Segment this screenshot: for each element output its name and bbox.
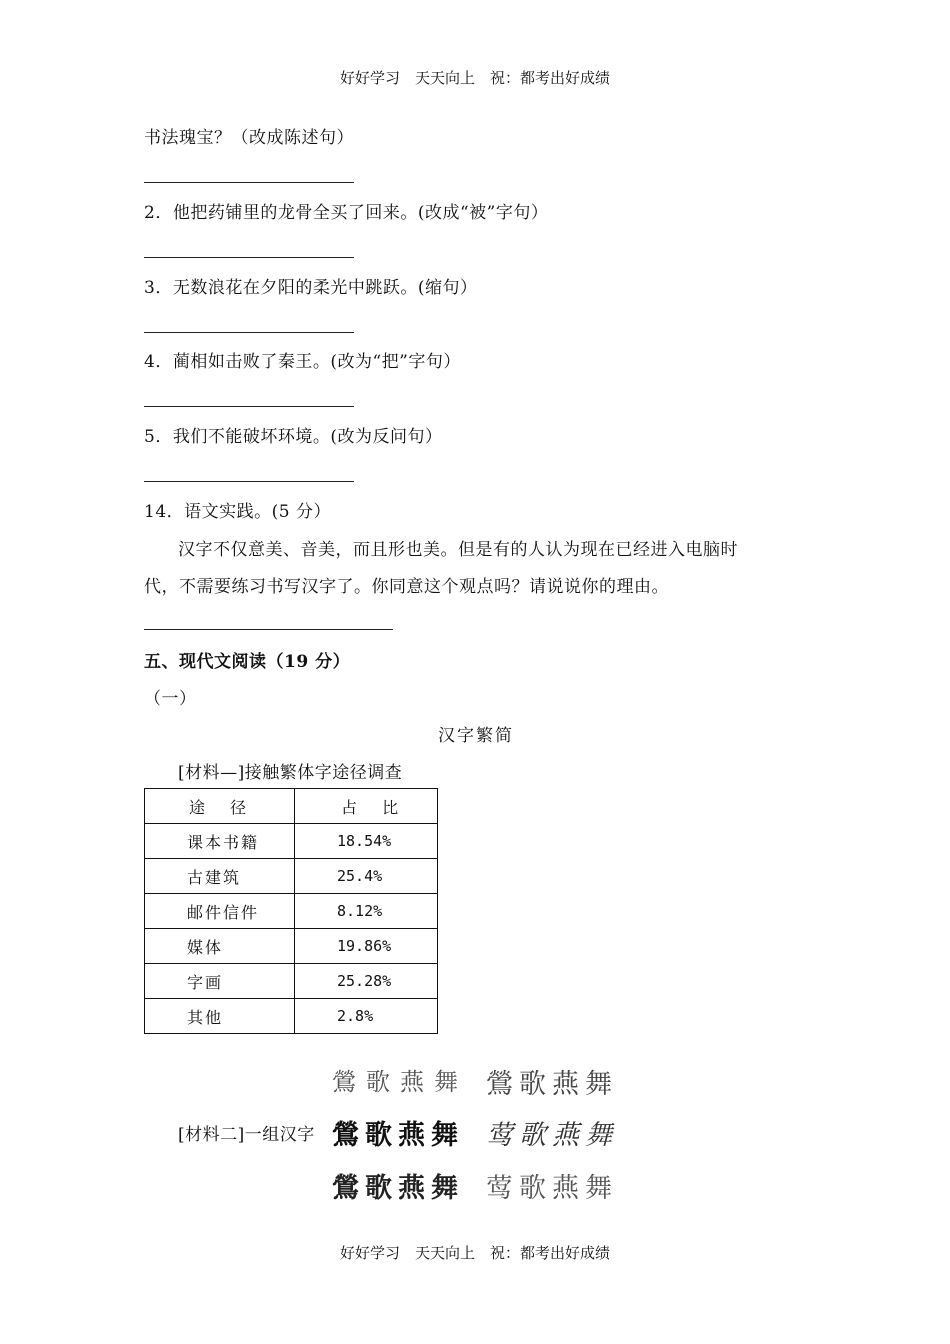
question-2: 2．他把药铺里的龙骨全买了回来。(改成“被”字句） xyxy=(144,203,549,223)
table-cell-route: 邮件信件 xyxy=(145,894,295,929)
table-cell-ratio: 25.4% xyxy=(295,859,438,894)
table-cell-route: 媒体 xyxy=(145,929,295,964)
table-cell-route: 字画 xyxy=(145,964,295,999)
question-5: 5．我们不能破坏环境。(改为反问句） xyxy=(144,427,443,447)
question-1-tail: 书法瑰宝？（改成陈述句） xyxy=(144,128,354,148)
calligraphy-simplified-regular: 莺歌燕舞 xyxy=(486,1173,618,1204)
table-cell-ratio: 8.12% xyxy=(295,894,438,929)
table-header-route: 途 径 xyxy=(145,789,295,824)
table-cell-route: 课本书籍 xyxy=(145,824,295,859)
question-14-text-line2: 代，不需要练习书写汉字了。你同意这个观点吗？请说说你的理由。 xyxy=(144,577,669,597)
calligraphy-seal-script: 鶯歌燕舞 xyxy=(332,1068,468,1096)
table-cell-route: 古建筑 xyxy=(145,859,295,894)
table-header-ratio: 占 比 xyxy=(295,789,438,824)
table-row xyxy=(145,894,438,929)
question-14-text-line1: 汉字不仅意美、音美，而且形也美。但是有的人认为现在已经进入电脑时 xyxy=(178,540,738,560)
table-header-row xyxy=(145,789,438,824)
article-title: 汉字繁简 xyxy=(438,726,514,746)
page-footer: 好好学习 天天向上 祝：都考出好成绩 xyxy=(339,1244,610,1262)
table-cell-ratio: 25.28% xyxy=(295,964,438,999)
calligraphy-clerical-script: 鶯歌燕舞 xyxy=(486,1069,618,1100)
answer-line-5[interactable] xyxy=(144,481,354,482)
question-4: 4．蔺相如击败了秦王。(改为“把”字句） xyxy=(144,352,461,372)
table-cell-ratio: 2.8% xyxy=(295,999,438,1034)
table-cell-route: 其他 xyxy=(145,999,295,1034)
question-3: 3．无数浪花在夕阳的柔光中跳跃。(缩句） xyxy=(144,278,478,298)
answer-line-4[interactable] xyxy=(144,406,354,407)
table-row xyxy=(145,964,438,999)
table-cell-ratio: 18.54% xyxy=(295,824,438,859)
table-row xyxy=(145,929,438,964)
question-14-title: 14．语文实践。(5 分） xyxy=(144,502,331,522)
answer-line-1[interactable] xyxy=(144,182,354,183)
answer-line-14[interactable] xyxy=(144,629,393,630)
table-cell-ratio: 19.86% xyxy=(295,929,438,964)
section-5-title: 五、现代文阅读（19 分） xyxy=(144,652,351,672)
material-2-label: [材料二]一组汉字 xyxy=(178,1125,315,1145)
material-1-label: [材料—]接触繁体字途径调查 xyxy=(178,763,403,783)
calligraphy-regular-bold: 鶯歌燕舞 xyxy=(332,1120,464,1151)
table-row xyxy=(145,859,438,894)
page-header: 好好学习 天天向上 祝：都考出好成绩 xyxy=(339,69,610,87)
survey-table xyxy=(144,788,438,1034)
calligraphy-cursive-script: 莺歌燕舞 xyxy=(486,1120,618,1151)
section-5-subtitle: （一） xyxy=(144,689,197,709)
table-row xyxy=(145,999,438,1034)
answer-line-2[interactable] xyxy=(144,257,354,258)
answer-line-3[interactable] xyxy=(144,332,354,333)
table-row xyxy=(145,824,438,859)
calligraphy-traditional-regular: 鶯歌燕舞 xyxy=(332,1173,464,1204)
